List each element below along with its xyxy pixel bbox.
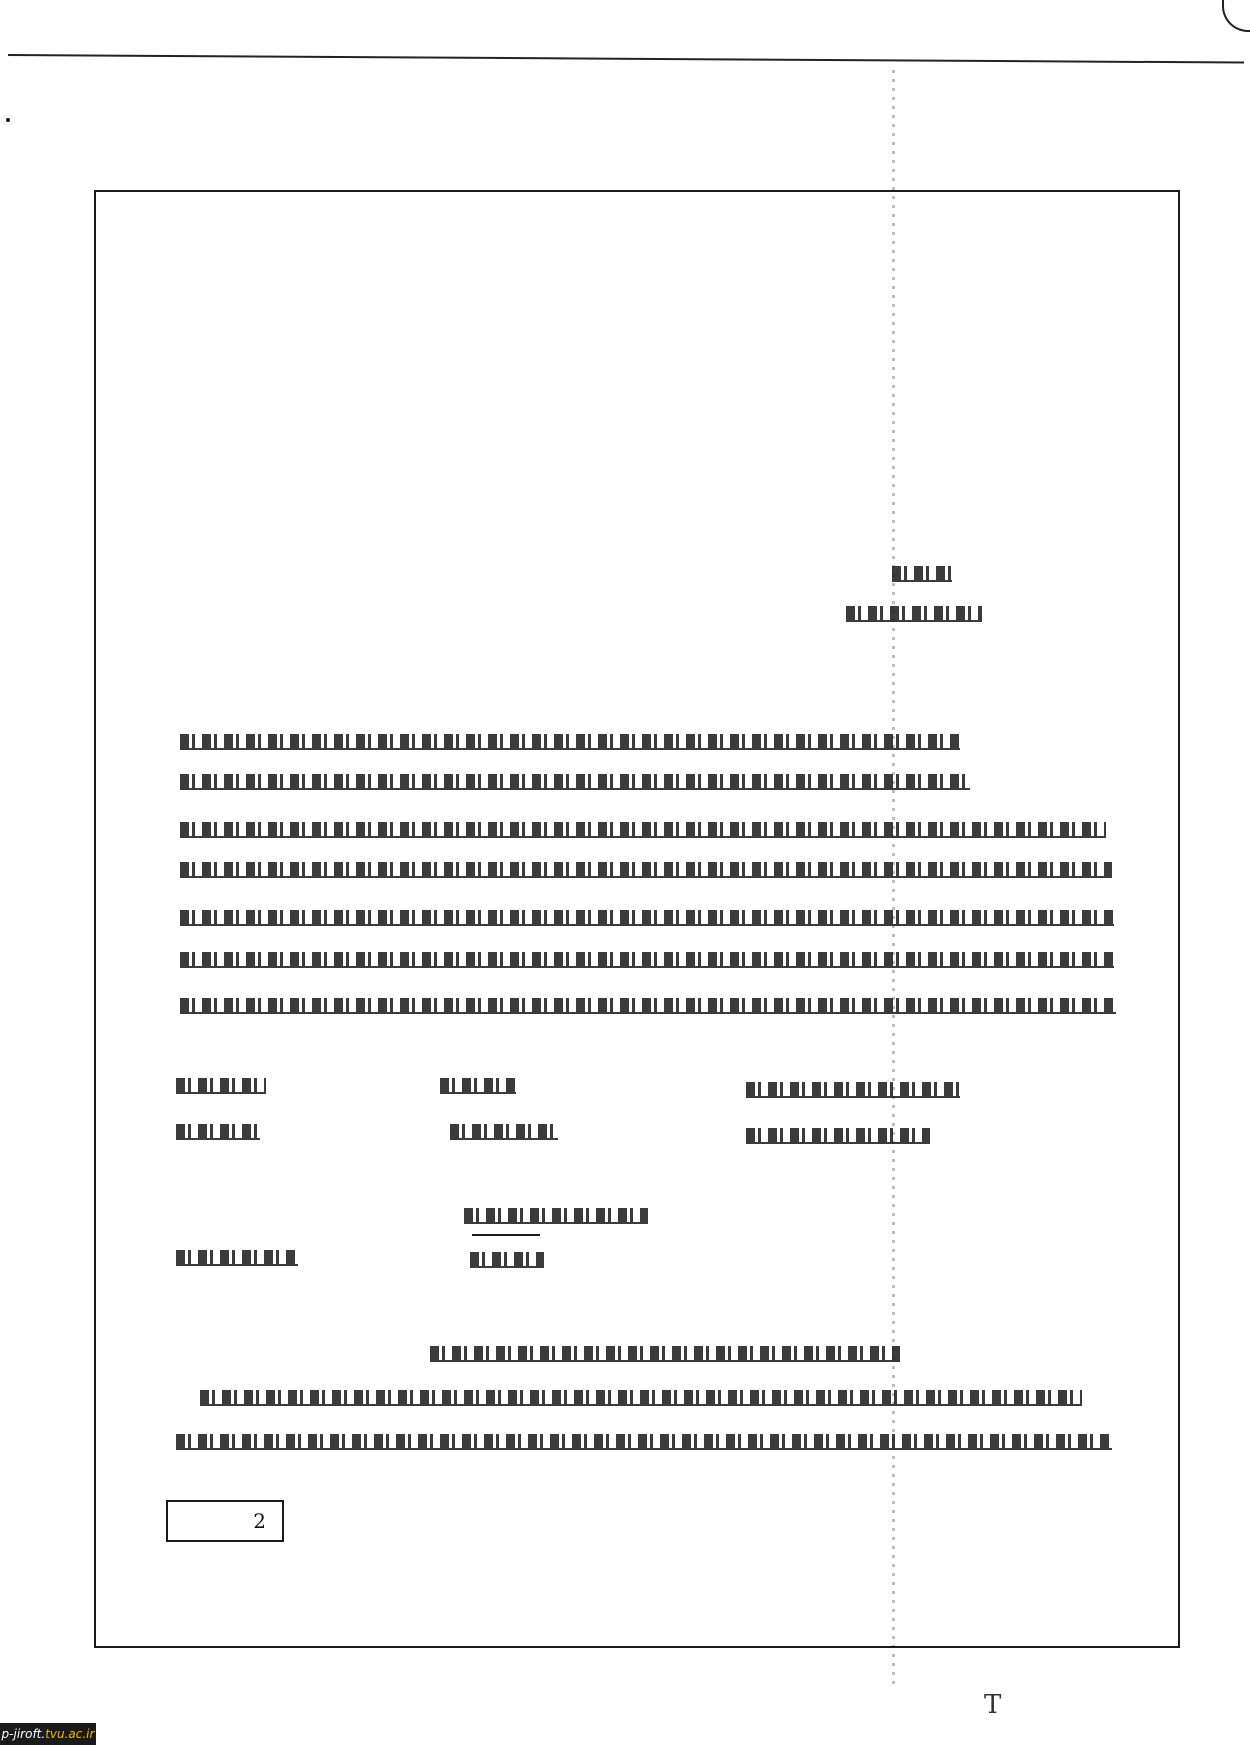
header-field-number: [846, 606, 982, 622]
signature-title: [464, 1208, 648, 1224]
form-field-label-4: [176, 1124, 260, 1140]
form-field-label-1: [176, 1078, 266, 1094]
paragraph-line-1: [180, 734, 960, 750]
paragraph-line-5: [180, 910, 1114, 926]
paragraph-line-4: [180, 862, 1112, 878]
form-field-label-3: [746, 1082, 960, 1098]
signature-left: [176, 1250, 298, 1266]
signature-name: [470, 1252, 544, 1268]
paragraph-line-2: [180, 774, 970, 790]
scan-corner-curl: [1222, 0, 1250, 32]
site-prefix: p-jiroft.: [1, 1727, 46, 1741]
paragraph-line-3: [180, 822, 1106, 838]
note-heading: [430, 1346, 900, 1362]
site-watermark: [0, 1723, 96, 1745]
header-field-date: [892, 566, 952, 582]
scan-dot: [6, 118, 10, 122]
note-line-1: [200, 1390, 1082, 1406]
site-accent: tvu.ac.ir: [45, 1727, 95, 1741]
signature-underline: [472, 1234, 540, 1236]
corner-mark: T: [984, 1690, 1002, 1720]
scan-top-edge: [8, 54, 1244, 64]
form-field-label-6: [746, 1128, 930, 1144]
note-line-2: [176, 1434, 1112, 1450]
form-field-label-2: [440, 1078, 516, 1094]
page-number: 2: [253, 1509, 266, 1533]
paragraph-line-7: [180, 998, 1116, 1014]
page-number-badge: [166, 1500, 284, 1542]
form-field-label-5: [450, 1124, 558, 1140]
paragraph-line-6: [180, 952, 1114, 968]
